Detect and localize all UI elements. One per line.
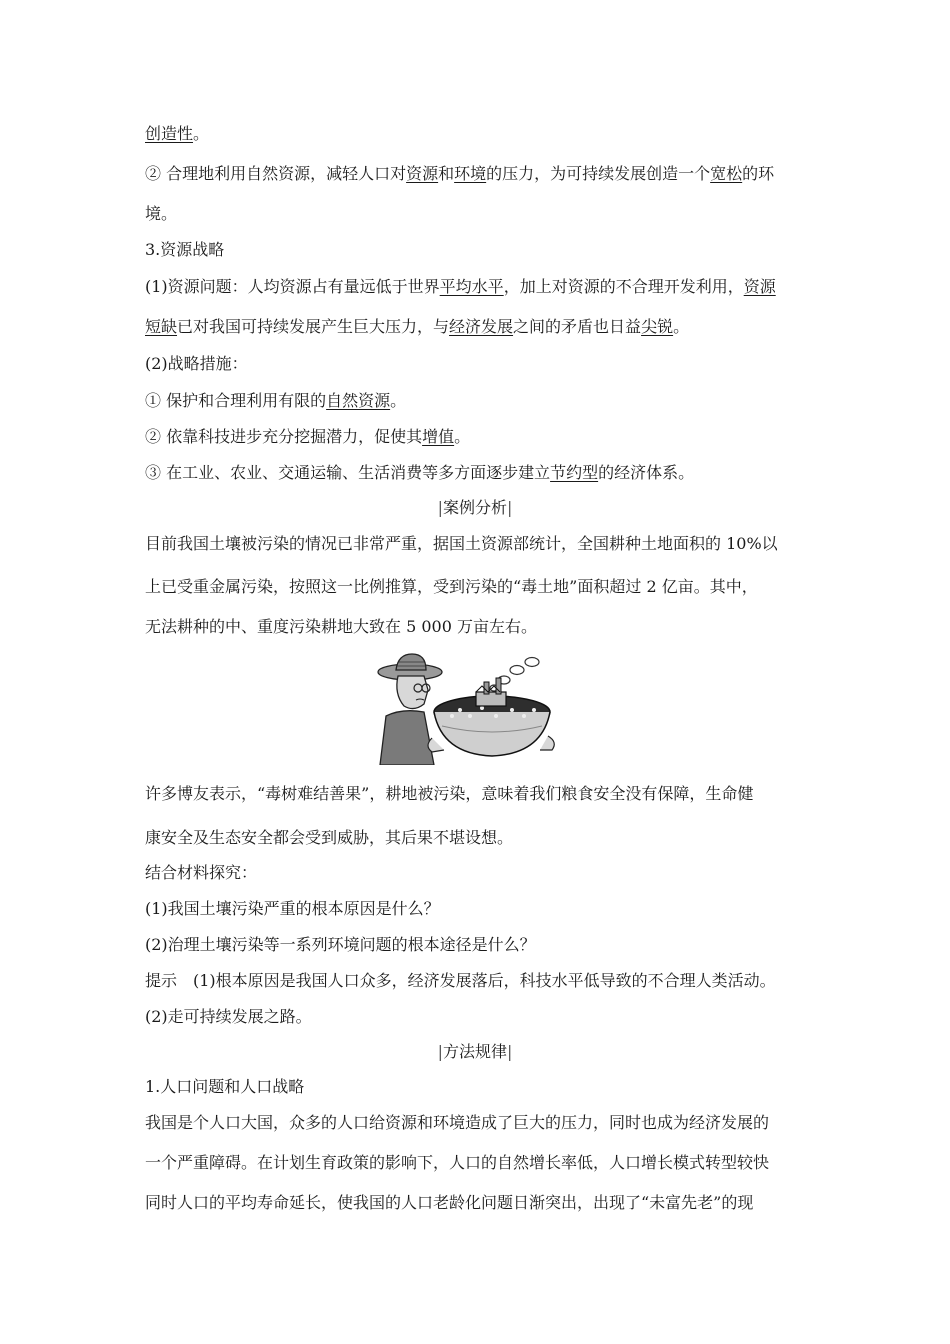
- text-line: [145, 204, 177, 224]
- text-line: [145, 784, 753, 804]
- text-span: 目前我国土壤被污染的情况已非常严重，据国土资源部统计，全国耕种土地面积的 10%以: [145, 534, 778, 553]
- text-span: 之间的矛盾也日益: [513, 317, 642, 336]
- keyword: 增值: [422, 427, 455, 446]
- method-heading: |方法规律|: [437, 1042, 513, 1061]
- text-span: 。: [673, 317, 690, 336]
- text-span: 和: [438, 164, 455, 183]
- text-span: 许多博友表示，“毒树难结善果”，耕地被污染，意味着我们粮食安全没有保障，生命健: [145, 784, 754, 803]
- text-line: [145, 828, 513, 848]
- text-line: [145, 863, 257, 883]
- text-span: 的环: [742, 164, 775, 183]
- text-span: 。: [390, 391, 407, 410]
- text-span: (1)我国土壤污染严重的根本原因是什么？: [145, 899, 440, 918]
- answer-line: [145, 971, 776, 991]
- question-line: [145, 935, 536, 955]
- text-span: 3.资源战略: [145, 240, 225, 259]
- text-span: ② 合理地利用自然资源，减轻人口对: [145, 164, 407, 183]
- text-span: 结合材料探究：: [145, 863, 258, 882]
- text-span: 。: [454, 427, 471, 446]
- keyword: 资源: [406, 164, 439, 183]
- text-span: 无法耕种的中、重度污染耕地大致在 5 000 万亩左右。: [145, 617, 537, 636]
- keyword: 创造性: [145, 124, 194, 143]
- text-span: 上已受重金属污染，按照这一比例推算，受到污染的“毒土地”面积超过 2 亿亩。其中，: [145, 577, 758, 596]
- text-line: [145, 1193, 753, 1213]
- keyword: 平均水平: [439, 277, 504, 296]
- keyword: 尖锐: [641, 317, 674, 336]
- text-span: 。: [193, 124, 210, 143]
- text-span: ② 依靠科技进步充分挖掘潜力，促使其: [145, 427, 423, 446]
- text-span: ① 保护和合理利用有限的: [145, 391, 327, 410]
- text-span: 境。: [145, 204, 178, 223]
- text-span: (1)资源问题：人均资源占有量远低于世界: [145, 277, 440, 296]
- text-line: [145, 534, 778, 554]
- text-span: 我国是个人口大国，众多的人口给资源和环境造成了巨大的压力，同时也成为经济发展的: [145, 1113, 770, 1132]
- text-line: [145, 1113, 769, 1133]
- keyword: 宽松: [710, 164, 743, 183]
- text-span: 康安全及生态安全都会受到威胁，其后果不堪设想。: [145, 828, 514, 847]
- case-analysis-heading: |案例分析|: [437, 498, 513, 517]
- text-line: [145, 354, 248, 374]
- text-line: [145, 577, 758, 597]
- text-span: (2)走可持续发展之路。: [145, 1007, 312, 1026]
- keyword: 自然资源: [326, 391, 391, 410]
- answer-line: [145, 1007, 312, 1027]
- keyword: 资源: [743, 277, 776, 296]
- text-line: [145, 124, 209, 144]
- text-line: [145, 463, 694, 483]
- text-line: [145, 164, 774, 184]
- section-heading: [145, 240, 224, 260]
- text-span: 的经济体系。: [598, 463, 695, 482]
- text-span: (2)战略措施：: [145, 354, 248, 373]
- text-span: 案例分析: [442, 498, 507, 517]
- keyword: 短缺: [145, 317, 178, 336]
- keyword: 经济发展: [449, 317, 514, 336]
- text-span: 已对我国可持续发展产生巨大压力，与: [177, 317, 450, 336]
- text-line: [145, 317, 689, 337]
- keyword: 节约型: [550, 463, 599, 482]
- text-span: (2)治理土壤污染等一系列环境问题的根本途径是什么？: [145, 935, 536, 954]
- text-line: [145, 617, 537, 637]
- text-span: 同时人口的平均寿命延长，使我国的人口老龄化问题日渐突出，出现了“未富先老”的现: [145, 1193, 754, 1212]
- text-span: 提示 (1)根本原因是我国人口众多，经济发展落后，科技水平低导致的不合理人类活动。: [145, 971, 776, 990]
- text-span: ，加上对资源的不合理开发利用，: [503, 277, 744, 296]
- text-span: 1.人口问题和人口战略: [145, 1077, 305, 1096]
- text-line: [145, 277, 776, 297]
- question-line: [145, 899, 440, 919]
- text-span: 一个严重障碍。在计划生育政策的影响下，人口的自然增长率低，人口增长模式转型较快: [145, 1153, 770, 1172]
- keyword: 环境: [454, 164, 487, 183]
- text-line: [145, 391, 406, 411]
- polluted-soil-bowl-illustration: [372, 650, 580, 765]
- text-span: ③ 在工业、农业、交通运输、生活消费等多方面逐步建立: [145, 463, 551, 482]
- text-line: [145, 427, 470, 447]
- text-span: 的压力，为可持续发展创造一个: [486, 164, 711, 183]
- text-line: [145, 1153, 769, 1173]
- section-heading: [145, 1077, 304, 1097]
- text-span: 方法规律: [442, 1042, 507, 1061]
